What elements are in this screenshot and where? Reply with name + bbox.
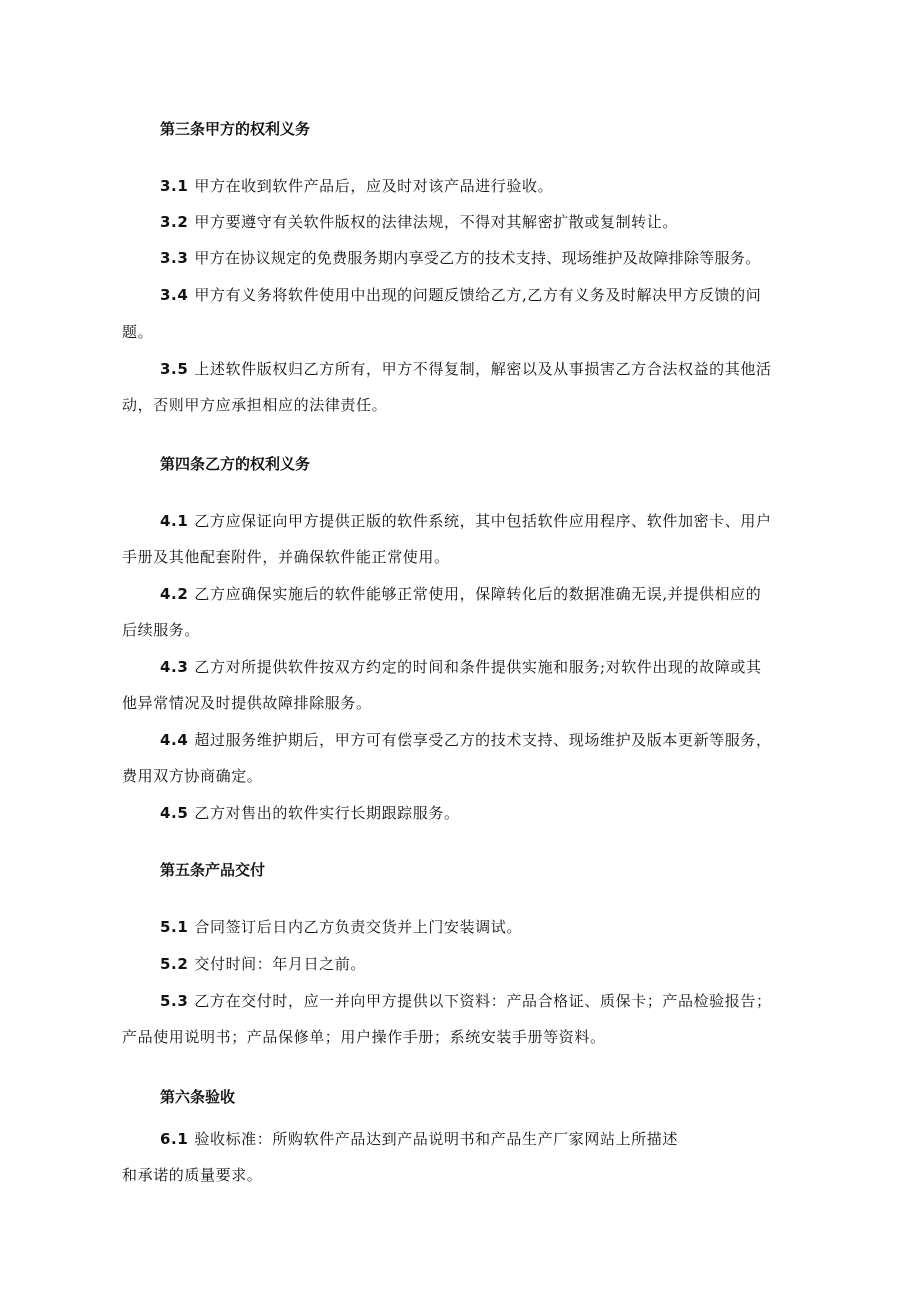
section-heading: 第六条验收	[160, 1088, 236, 1106]
clause-text: 上述软件版权归乙方所有，甲方不得复制，解密以及从事损害乙方合法权益的其他活	[194, 360, 772, 378]
clause-3-4	[160, 284, 761, 305]
clause-text: 验收标准：所购软件产品达到产品说明书和产品生产厂家网站上所描述	[194, 1130, 678, 1148]
clause-text: 乙方对所提供软件按双方约定的时间和条件提供实施和服务;对软件出现的故障或其	[194, 658, 762, 676]
clause-number: 4.4	[160, 731, 189, 749]
section-heading: 第四条乙方的权利义务	[160, 455, 311, 473]
clause-4-4	[160, 729, 772, 750]
clause-text: 交付时间：年月日之前。	[194, 955, 366, 973]
clause-number: 4.2	[160, 585, 189, 603]
clause-number: 3.5	[160, 360, 189, 378]
clause-text: 甲方要遵守有关软件版权的法律法规，不得对其解密扩散或复制转让。	[194, 213, 678, 231]
clause-text: 超过服务维护期后，甲方可有偿享受乙方的技术支持、现场维护及版本更新等服务，	[194, 731, 772, 749]
clause-4-2	[160, 583, 761, 604]
clause-4-3-cont: 他异常情况及时提供故障排除服务。	[122, 694, 372, 712]
section-heading: 第三条甲方的权利义务	[160, 120, 311, 138]
clause-6-1-cont: 和承诺的质量要求。	[122, 1166, 263, 1184]
clause-text: 甲方有义务将软件使用中出现的问题反馈给乙方,乙方有义务及时解决甲方反馈的问	[194, 286, 762, 304]
clause-4-1	[160, 510, 772, 531]
clause-3-4-cont: 题。	[122, 323, 154, 341]
clause-5-2	[160, 953, 366, 974]
clause-5-3	[160, 990, 772, 1011]
clause-4-3	[160, 656, 762, 677]
clause-3-2	[160, 211, 678, 232]
clause-4-5	[160, 802, 460, 823]
clause-3-1	[160, 175, 553, 196]
clause-4-1-cont: 手册及其他配套附件，并确保软件能正常使用。	[122, 548, 450, 566]
clause-number: 3.4	[160, 286, 189, 304]
clause-text: 合同签订后日内乙方负责交货并上门安装调试。	[194, 918, 522, 936]
clause-text: 乙方应保证向甲方提供正版的软件系统，其中包括软件应用程序、软件加密卡、用户	[194, 512, 772, 530]
clause-3-5	[160, 358, 772, 379]
clause-text: 乙方在交付时，应一并向甲方提供以下资料：产品合格证、质保卡；产品检验报告；	[194, 992, 772, 1010]
clause-4-2-cont: 后续服务。	[122, 621, 201, 639]
clause-4-4-cont: 费用双方协商确定。	[122, 767, 263, 785]
clause-3-3	[160, 247, 760, 268]
clause-number: 4.1	[160, 512, 189, 530]
clause-number: 3.1	[160, 177, 189, 195]
clause-5-3-cont: 产品使用说明书；产品保修单；用户操作手册；系统安装手册等资料。	[122, 1028, 606, 1046]
clause-3-5-cont: 动，否则甲方应承担相应的法律责任。	[122, 396, 388, 414]
clause-number: 3.3	[160, 249, 189, 267]
clause-number: 5.3	[160, 992, 189, 1010]
section-heading: 第五条产品交付	[160, 861, 266, 879]
clause-number: 3.2	[160, 213, 189, 231]
clause-text: 甲方在收到软件产品后，应及时对该产品进行验收。	[194, 177, 554, 195]
clause-5-1	[160, 916, 522, 937]
clause-number: 5.2	[160, 955, 189, 973]
clause-text: 甲方在协议规定的免费服务期内享受乙方的技术支持、现场维护及故障排除等服务。	[194, 249, 761, 267]
clause-number: 4.3	[160, 658, 189, 676]
clause-number: 5.1	[160, 918, 189, 936]
clause-text: 乙方对售出的软件实行长期跟踪服务。	[194, 804, 460, 822]
clause-number: 6.1	[160, 1130, 189, 1148]
clause-text: 乙方应确保实施后的软件能够正常使用，保障转化后的数据准确无误,并提供相应的	[194, 585, 762, 603]
clause-number: 4.5	[160, 804, 189, 822]
clause-6-1	[160, 1128, 678, 1149]
